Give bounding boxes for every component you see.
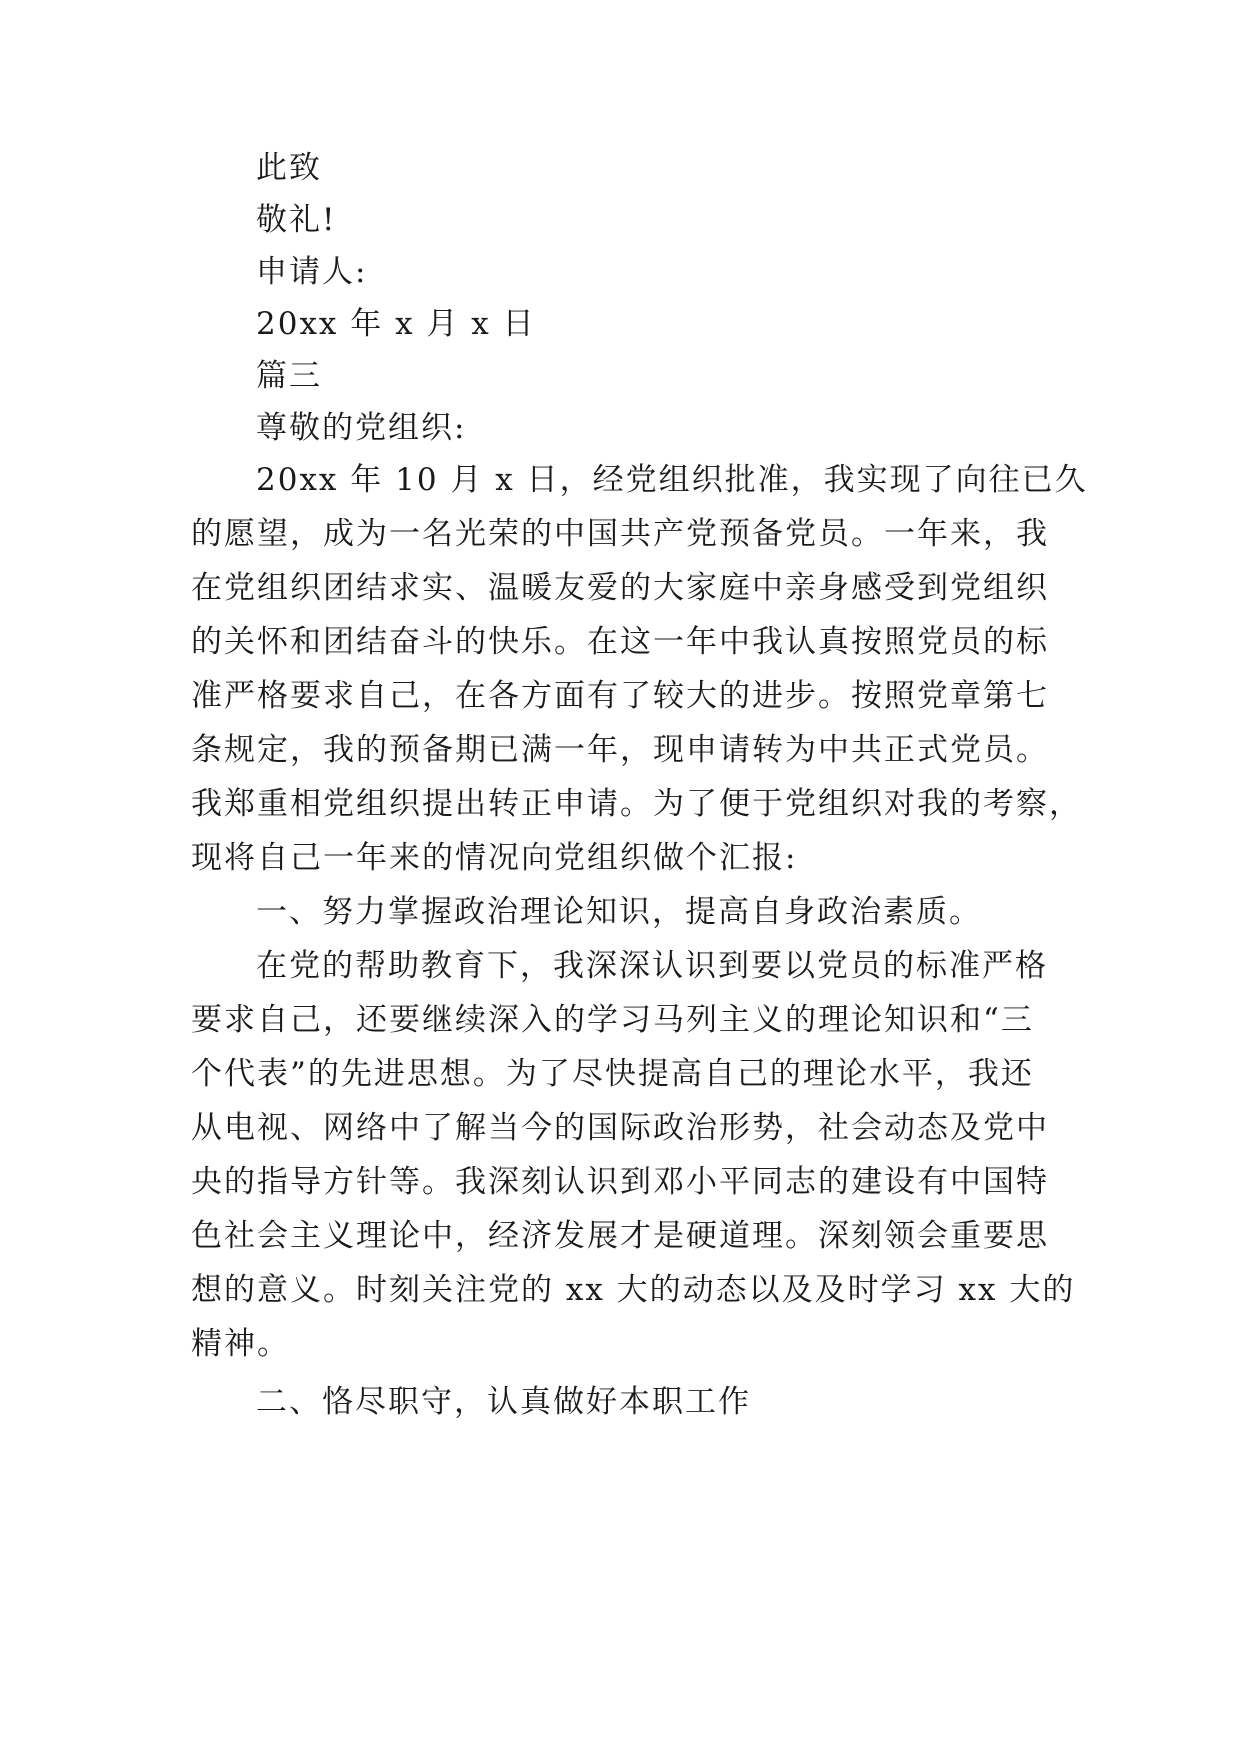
paragraph-line: 在党组织团结求实、温暖友爱的大家庭中亲身感受到党组织 (191, 570, 1049, 606)
closing-salutation-1: 此致 (256, 150, 322, 186)
closing-date: 20xx 年 x 月 x 日 (256, 306, 536, 342)
paragraph-line: 从电视、网络中了解当今的国际政治形势，社会动态及党中 (191, 1110, 1049, 1146)
paragraph-line: 要求自己，还要继续深入的学习马列主义的理论知识和“三 (191, 1002, 1034, 1038)
paragraph-line: 精神。 (191, 1326, 290, 1362)
closing-salutation-2: 敬礼! (256, 202, 337, 238)
section-heading-2: 二、恪尽职守，认真做好本职工作 (256, 1384, 751, 1420)
paragraph-line: 条规定，我的预备期已满一年，现申请转为中共正式党员。 (191, 732, 1049, 768)
paragraph-line: 央的指导方针等。我深刻认识到邓小平同志的建设有中国特 (191, 1164, 1049, 1200)
paragraph-line: 20xx 年 10 月 x 日，经党组织批准，我实现了向往已久 (256, 462, 1088, 498)
paragraph-line: 个代表”的先进思想。为了尽快提高自己的理论水平，我还 (191, 1056, 1034, 1092)
paragraph-line: 色社会主义理论中，经济发展才是硬道理。深刻领会重要思 (191, 1218, 1049, 1254)
section-heading-1: 一、努力掌握政治理论知识，提高自身政治素质。 (256, 894, 982, 930)
paragraph-line: 的关怀和团结奋斗的快乐。在这一年中我认真按照党员的标 (191, 624, 1049, 660)
paragraph-line: 想的意义。时刻关注党的 xx 大的动态以及及时学习 xx 大的 (191, 1272, 1076, 1308)
paragraph-line: 准严格要求自己，在各方面有了较大的进步。按照党章第七 (191, 678, 1049, 714)
applicant-label: 申请人: (256, 254, 368, 290)
paragraph-line: 在党的帮助教育下，我深深认识到要以党员的标准严格 (256, 948, 1048, 984)
paragraph-line: 我郑重相党组织提出转正申请。为了便于党组织对我的考察， (191, 786, 1082, 822)
paragraph-line: 现将自己一年来的情况向党组织做个汇报: (191, 840, 798, 876)
greeting: 尊敬的党组织: (256, 410, 467, 446)
paragraph-line: 的愿望，成为一名光荣的中国共产党预备党员。一年来，我 (191, 516, 1049, 552)
section-title: 篇三 (256, 358, 322, 394)
